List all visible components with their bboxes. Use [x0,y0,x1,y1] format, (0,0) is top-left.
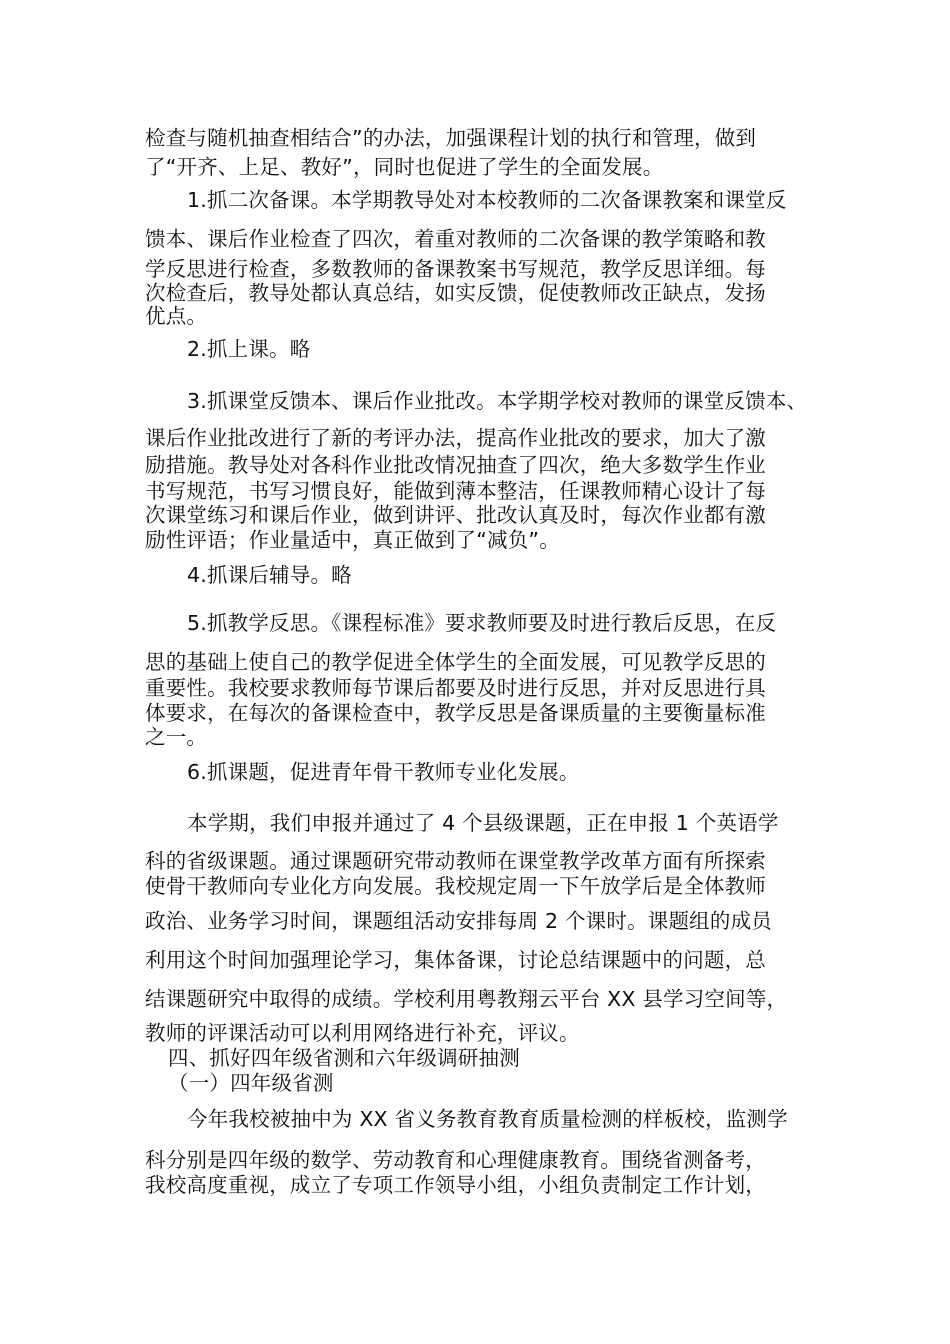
text-line: 今年我校被抽中为 XX 省义务教育教育质量检测的样板校，监测学 [187,1107,788,1131]
text-line: 1.抓二次备课。本学期教导处对本校教师的二次备课教案和课堂反 [187,188,787,212]
text-line: 2.抓上课。略 [187,337,311,361]
text-line: 了“开齐、上足、教好”，同时也促进了学生的全面发展。 [145,155,664,179]
text-line: 政治、业务学习时间，课题组活动安排每周 2 个课时。课题组的成员 [145,909,772,933]
text-line: 4.抓课后辅导。略 [187,563,352,587]
text-line: 课后作业批改进行了新的考评办法，提高作业批改的要求，加大了激 [145,426,766,450]
text-line: 教师的评课活动可以利用网络进行补充，评议。 [145,1021,580,1045]
text-line: 6.抓课题，促进青年骨干教师专业化发展。 [187,760,580,784]
text-line: 结课题研究中取得的成绩。学校利用粤教翔云平台 XX 县学习空间等， [145,987,788,1011]
text-line: 次检查后，教导处都认真总结，如实反馈，促使教师改正缺点，发扬 [145,281,766,305]
section-heading: 四、抓好四年级省测和六年级调研抽测 [168,1046,520,1070]
text-line: 我校高度重视，成立了专项工作领导小组，小组负责制定工作计划， [145,1173,766,1197]
text-line: 优点。 [145,304,208,328]
text-line: 利用这个时间加强理论学习，集体备课，讨论总结课题中的问题，总 [145,948,766,972]
text-line: 科分别是四年级的数学、劳动教育和心理健康教育。围绕省测备考， [145,1148,766,1172]
text-line: 励措施。教导处对各科作业批改情况抽查了四次，绝大多数学生作业 [145,453,766,477]
subsection-heading: （一）四年级省测 [168,1071,334,1095]
text-line: 5.抓教学反思。《课程标准》要求教师要及时进行教后反思，在反 [187,611,777,635]
text-line: 本学期，我们申报并通过了 4 个县级课题，正在申报 1 个英语学 [187,811,779,835]
text-line: 科的省级课题。通过课题研究带动教师在课堂教学改革方面有所探索 [145,849,766,873]
text-line: 次课堂练习和课后作业，做到讲评、批改认真及时，每次作业都有激 [145,503,766,527]
text-line: 3.抓课堂反馈本、课后作业批改。本学期学校对教师的课堂反馈本、 [187,389,808,413]
text-line: 书写规范，书写习惯良好，能做到薄本整洁，任课教师精心设计了每 [145,479,766,503]
text-line: 思的基础上使自己的教学促进全体学生的全面发展，可见教学反思的 [145,650,766,674]
text-line: 励性评语；作业量适中，真正做到了“减负”。 [145,528,560,552]
text-line: 学反思进行检查，多数教师的备课教案书写规范，教学反思详细。每 [145,257,766,281]
text-line: 体要求，在每次的备课检查中，教学反思是备课质量的主要衡量标准 [145,701,766,725]
text-line: 馈本、课后作业检查了四次，着重对教师的二次备课的教学策略和教 [145,227,766,251]
text-line: 重要性。我校要求教师每节课后都要及时进行反思，并对反思进行具 [145,676,766,700]
text-line: 检查与随机抽查相结合”的办法，加强课程计划的执行和管理，做到 [145,126,757,150]
text-line: 使骨干教师向专业化方向发展。我校规定周一下午放学后是全体教师 [145,874,766,898]
text-line: 之一。 [145,725,208,749]
